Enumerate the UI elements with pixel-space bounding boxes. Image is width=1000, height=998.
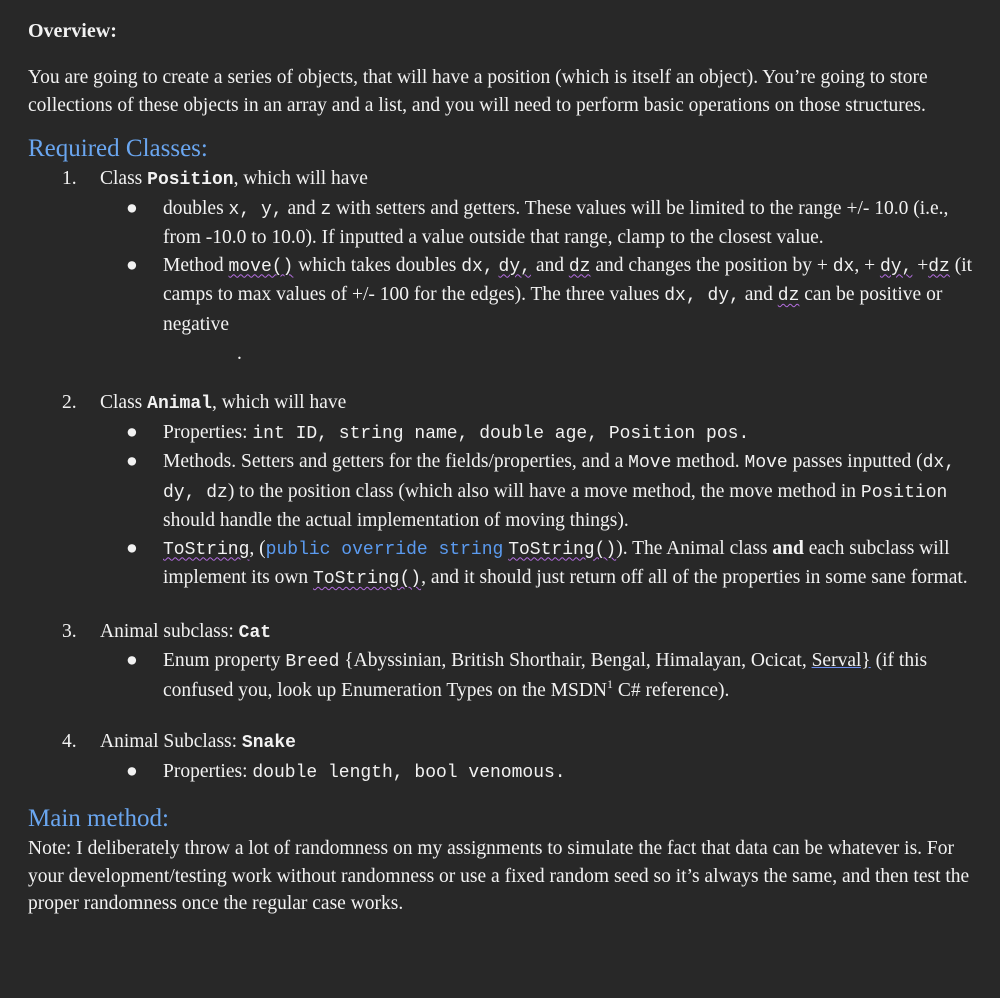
- bullet-list: [100, 419, 978, 594]
- class-item-position: [28, 165, 978, 367]
- bullet-list: [100, 758, 978, 788]
- required-classes-heading: Required Classes:: [28, 135, 208, 162]
- class-item-snake: [28, 728, 978, 787]
- bullet-icon: ●: [126, 451, 138, 472]
- list-number: 1.: [62, 168, 77, 189]
- footnote-marker: 1: [607, 676, 614, 691]
- list-item: ● Properties: double length, bool venomous.: [28, 758, 978, 788]
- list-item: ● ToString, (public override string ToString()). The Animal class and each subclass will implement its own ToString(), and it should just return off all of the properties in some sane format.: [28, 535, 978, 594]
- overview-paragraph: You are going to create a series of objects, that will have a position (which is itself an object). You’re going to store collections of these objects in an array and a list, and you will need to perform basic operations on those structures.: [28, 67, 928, 116]
- list-item: ● Methods. Setters and getters for the fields/properties, and a Move method. Move passes inputted (dx, dy, dz) to the position class (which also will have a move method, the move method in Position should handle the actual implementation of moving things).: [28, 448, 978, 535]
- list-item: ● Enum property Breed {Abyssinian, British Shorthair, Bengal, Himalayan, Ocicat, Serval} (if this confused you, look up Enumeration Types on the MSDN$^1$ C# reference).: [28, 647, 978, 704]
- code-properties: int ID, string name, double age, Position pos.: [252, 423, 750, 444]
- bullet-list: [100, 647, 978, 704]
- list-item: ● Properties: int ID, string name, double age, Position pos.: [28, 419, 978, 449]
- class-prefix: Class: [100, 168, 148, 189]
- code-move: move(): [228, 256, 294, 277]
- code-snake-properties: double length, bool venomous.: [252, 762, 566, 783]
- stray-period: .: [237, 343, 242, 364]
- overview-heading: Overview:: [28, 20, 117, 42]
- class-name-position: Position: [147, 170, 234, 190]
- class-name-snake: Snake: [241, 733, 296, 753]
- list-item: ● Method move() which takes doubles dx, dy, and dz and changes the position by + dx, + dy, +dz (it camps to max values of +/- 100 for the edges). The three values dx, dy, and dz can be positive or negative: [28, 252, 978, 339]
- list-number: 4.: [62, 731, 77, 752]
- class-suffix: , which will have: [211, 392, 347, 413]
- bullet-icon: ●: [126, 254, 138, 276]
- document: [28, 16, 978, 918]
- class-list: [28, 165, 978, 787]
- main-note-paragraph: Note: I deliberately throw a lot of randomness on my assignments to simulate the fact that data can be whatever is. For your development/testing work without randomness or use a fixed random seed so it’s always the same, and then test the proper randomness once the regular case works.: [28, 838, 970, 914]
- code-z: z: [320, 199, 332, 220]
- list-number: 2.: [62, 392, 77, 413]
- class-name-animal: Animal: [147, 394, 212, 414]
- class-prefix: Animal Subclass:: [100, 731, 242, 752]
- list-number: 3.: [62, 620, 77, 642]
- class-suffix: , which will have: [233, 168, 368, 189]
- code-xyz: x, y,: [228, 199, 283, 220]
- main-method-heading: Main method:: [28, 805, 169, 832]
- bullet-list: [100, 195, 978, 339]
- bullet-icon: ●: [126, 197, 138, 219]
- class-name-cat: Cat: [238, 622, 272, 643]
- bullet-icon: ●: [126, 421, 138, 443]
- bullet-icon: ●: [126, 760, 138, 782]
- class-prefix: Class: [100, 392, 148, 413]
- code-keywords: public override string: [265, 539, 504, 560]
- class-prefix: Animal subclass:: [100, 620, 239, 642]
- class-item-animal: [28, 389, 978, 594]
- bullet-icon: ●: [126, 537, 138, 559]
- bullet-icon: ●: [126, 650, 138, 671]
- class-item-cat: [28, 618, 978, 705]
- list-item: ● doubles x, y, and z with setters and getters. These values will be limited to the range +/- 10.0 (i.e., from -10.0 to 10.0). If inputted a value outside that range, clamp to the closest value.: [28, 195, 978, 252]
